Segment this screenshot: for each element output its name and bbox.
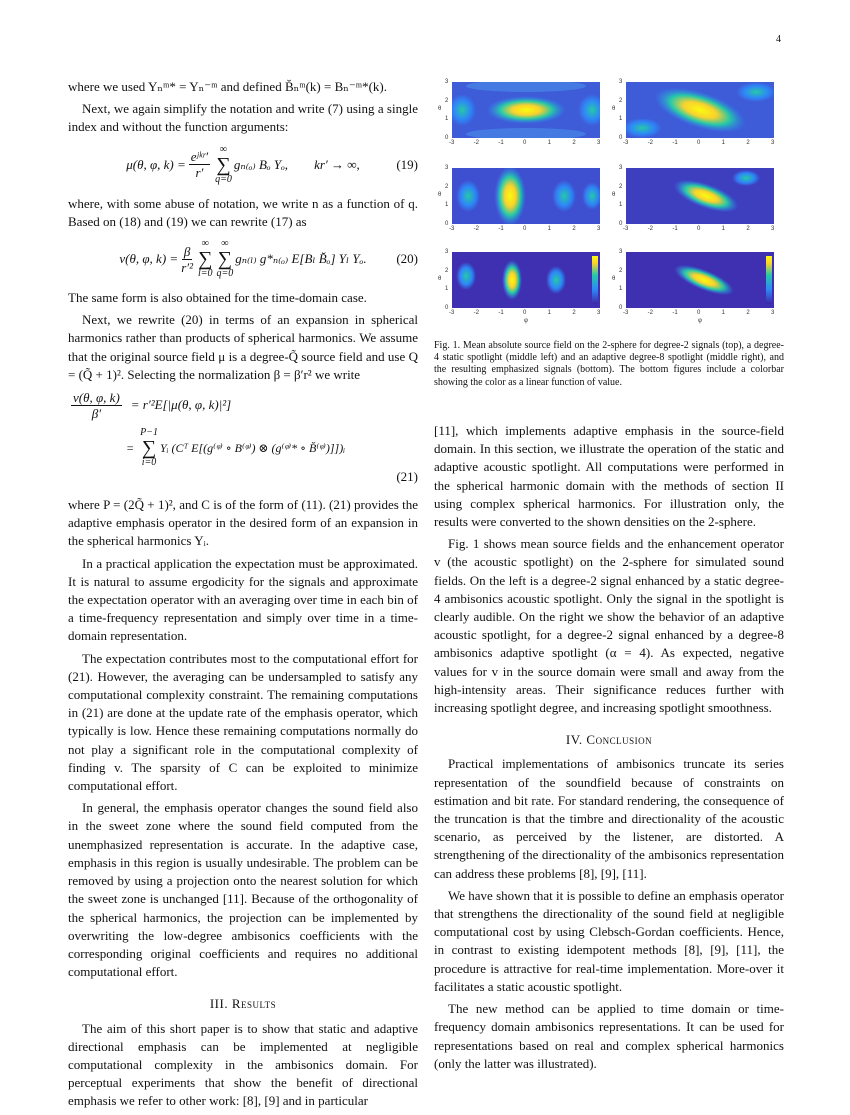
paragraph: In general, the emphasis operator changes the sound field also in the sweet zone where the sound field computed from the unemphasized representation is accurate. In the adaptive case, emphasis in this region is usually undesirable. The problem can be removed by using a projection onto the nearest solution for which the sweet zone is unchanged [11]. Because of the orthogonality of the spherical harmonics, the projection can be implemented by overwriting the low-degree ambisonics coefficients with the corresponding original coefficients and requires no additional computational effort.: [68, 800, 418, 980]
paragraph: where we used Yₙᵐ* = Yₙ⁻ᵐ and defined B̆ₙᵐ(k) = Bₙ⁻ᵐ*(k).: [68, 79, 388, 94]
x-tick-label: -3: [623, 310, 629, 316]
panel-top-right: [626, 82, 774, 138]
x-tick-label: 2: [572, 310, 576, 316]
x-tick-label: 1: [547, 140, 551, 146]
paragraph: where, with some abuse of notation, we write n as a function of q. Based on (18) and (19) we can rewrite (17) as: [68, 195, 418, 229]
y-tick-label: 3: [619, 165, 623, 171]
right-column: [434, 422, 784, 1077]
eq-body: gₙ₍ₒ₎ Bₒ Yₒ,: [233, 156, 289, 172]
paragraph: The expectation contributes most to the computational effort for (21). However, the averaging can be undersampled to satisfy any computational complexity constraint. The remaining computations in (21) are done at the update rate of the emphasis operator, which typically is low. Hence these remaining computations normally do not play a significant role in the computational complexity of finding v. The sparsity of C can be exploited to minimize computational effort.: [68, 650, 418, 794]
numerator: β: [183, 243, 191, 259]
x-tick-label: 0: [523, 140, 527, 146]
summation: ∞ ∑ q=0: [215, 143, 232, 185]
x-tick-label: -1: [672, 226, 678, 232]
x-tick-label: -2: [473, 310, 479, 316]
y-tick-label: 1: [619, 286, 623, 293]
x-tick-label: 3: [597, 226, 601, 232]
eq-condition: kr′ → ∞,: [314, 156, 360, 172]
paragraph: [11], which implements adaptive emphasis in the source-field domain. In this section, we illustrate the operation of the static and adaptive acoustic spotlight. All computations were performed in the spherical harmonic domain with the methods of section II using complex spherical harmonics. For illustration only, the results were converted to the shown densities on the 2-sphere.: [434, 423, 784, 530]
sum-upper: ∞: [201, 238, 209, 250]
x-tick-label: 3: [771, 140, 775, 146]
paragraph: The same form is also obtained for the time-domain case.: [68, 290, 367, 306]
sum-lower: i=0: [141, 457, 157, 469]
y-tick-label: 0: [619, 305, 623, 311]
paragraph: We have shown that it is possible to define an emphasis operator that strengthens the directionality of the sound field at negligible computational cost by using Clebsch-Gordan coefficients. Hence, in contrast to existing idempotent methods [8], [9], [11], the procedure is attractive for real-time implementation. More-over it facilitates a static acoustic spotlight.: [434, 887, 784, 994]
x-tick-label: 3: [597, 310, 601, 316]
y-tick-label: 2: [445, 183, 449, 190]
x-tick-label: 2: [746, 140, 750, 146]
figure-1: [438, 78, 784, 334]
sum-upper: P−1: [140, 427, 158, 439]
paragraph: The new method can be applied to time domain or time-frequency domain ambisonics representations. It can be used for representations based on real and complex spherical harmonics (only the latter was illustrated).: [434, 1001, 784, 1071]
equation-19: [68, 145, 418, 185]
x-tick-label: 3: [597, 140, 601, 146]
paragraph: Next, we again simplify the notation and write (7) using a single index and without the function arguments:: [68, 101, 418, 135]
x-tick-label: 0: [697, 226, 701, 232]
denominator: β′: [91, 406, 102, 422]
eq-rhs: Yᵢ (Cᵀ E[(g⁽ᵠ⁾ ∘ B⁽ᵠ⁾) ⊗ (g⁽ᵠ⁾* ∘ B̆⁽ᵠ⁾)]])ᵢ: [159, 440, 346, 455]
paragraph: where P = (2Q̃ + 1)², and C is of the form of (11). (21) provides the adaptive emphasis operator in the desired form of an expansion in the spherical harmonics Yᵢ.: [68, 497, 418, 549]
x-tick-label: -2: [647, 226, 653, 232]
y-tick-label: 2: [619, 267, 623, 274]
x-tick-label: -3: [449, 140, 455, 146]
x-tick-label: -1: [498, 140, 504, 146]
x-tick-label: -2: [647, 310, 653, 316]
x-tick-label: 2: [746, 310, 750, 316]
fraction: [71, 390, 122, 421]
page-number: 4: [776, 34, 781, 45]
summation: P−1 ∑ i=0: [140, 427, 158, 469]
x-tick-label: -1: [498, 226, 504, 232]
equation-number: (21): [396, 469, 418, 485]
x-tick-label: 1: [721, 226, 725, 232]
panel-top-left: [452, 82, 600, 138]
y-tick-label: 0: [619, 135, 623, 141]
paragraph: Next, we rewrite (20) in terms of an expansion in spherical harmonics rather than products of spherical harmonics. We assume that the original source field μ is a degree-Q̃ source field and use Q = (Q̃ + 1)². Selecting the normalization β = β′r² we write: [68, 312, 418, 382]
y-axis-label: θ: [612, 192, 616, 198]
y-tick-label: 1: [445, 202, 449, 209]
y-axis-label: θ: [612, 276, 616, 282]
x-tick-label: 1: [721, 140, 725, 146]
y-tick-label: 1: [619, 116, 623, 123]
y-tick-label: 3: [445, 165, 449, 171]
x-tick-label: 1: [721, 310, 725, 316]
equation-number: (19): [396, 156, 418, 172]
y-tick-label: 0: [619, 221, 623, 227]
denominator: r′: [195, 165, 204, 181]
section-heading: III. Results: [209, 996, 277, 1012]
panel-middle-right: [626, 168, 774, 224]
x-tick-label: -3: [623, 140, 629, 146]
numerator: eʲᵏʳ′: [190, 149, 209, 165]
eq-body: gₙ₍ₗ₎ g*ₙ₍ₒ₎ E[Bₗ B̆ₒ] Yₗ Yₒ.: [235, 250, 367, 266]
x-tick-label: -1: [498, 310, 504, 316]
y-axis-label: θ: [438, 106, 442, 112]
y-tick-label: 0: [445, 305, 449, 311]
x-tick-label: -1: [672, 140, 678, 146]
y-axis-label: θ: [612, 106, 616, 112]
x-tick-label: -3: [449, 226, 455, 232]
y-axis-label: θ: [438, 276, 442, 282]
x-tick-label: 3: [771, 310, 775, 316]
section-heading: IV. Conclusion: [565, 732, 653, 748]
equation-number: (20): [396, 250, 418, 266]
x-tick-label: -3: [623, 226, 629, 232]
y-tick-label: 3: [619, 249, 623, 255]
x-tick-label: -2: [647, 140, 653, 146]
x-tick-label: -3: [449, 310, 455, 316]
paragraph: Fig. 1 shows mean source fields and the enhancement operator v (the acoustic spotlight) on the 2-sphere for simulated sound fields. On the left is a degree-2 signal enhanced by a static degree-4 ambisonics acoustic spotlight. Only the signal in the spotlight is clearly audible. On the right we show the behavior of an adaptive acoustic spotlight, for a degree-2 signal enhanced by a degree-8 ambisonics adaptive spotlight (α = 4). As expected, negative values for v in the source domain were small and away from the high-intensity areas. Their significance reduces further with increasing spotlight degree, and increasing spotlight smoothness.: [434, 536, 784, 716]
paragraph: The aim of this short paper is to show that static and adaptive directional emphasis can be implemented at negligible computational complexity in the ambisonics domain. For perceptual experiments that show the benefit of directional emphasis we refer to other work: [8], [9] and in particular: [68, 1020, 418, 1109]
fraction: [181, 244, 193, 275]
x-axis-label: φ: [698, 318, 702, 324]
x-tick-label: 0: [697, 140, 701, 146]
sum-upper: ∞: [219, 143, 228, 155]
x-tick-label: 2: [572, 140, 576, 146]
y-tick-label: 2: [619, 97, 623, 104]
sum-lower: q=0: [216, 268, 234, 280]
paragraph: In a practical application the expectation must be approximated. It is natural to assume ergodicity for the signals and approximate the expectation operator with an averaging over time in each bin of a time-frequency representation and simply over time in a time-domain representation.: [68, 555, 418, 644]
x-tick-label: -1: [672, 310, 678, 316]
y-tick-label: 3: [619, 79, 623, 85]
paragraph: Practical implementations of ambisonics truncate its series representation of the soundfield because of constraints on estimation and bit rate. For standard rendering, the consequence of the truncation is that the timbre and directionality of the acoustic scenario, as perceived by the listener, are distorted. A strengthening of the directionality of the ambisonics representation can address these problems [8], [9], [11].: [434, 756, 784, 881]
y-tick-label: 1: [445, 116, 449, 123]
x-axis-label: φ: [524, 318, 528, 324]
y-tick-label: 3: [445, 249, 449, 255]
sum-lower: l=0: [198, 268, 213, 280]
equation-20: [68, 239, 418, 279]
panel-middle-left: [452, 168, 600, 224]
y-axis-label: θ: [438, 192, 442, 198]
numerator: v(θ, φ, k): [73, 390, 120, 406]
left-column: [68, 78, 418, 1115]
panel-bottom-right: [626, 252, 774, 308]
x-tick-label: 3: [771, 226, 775, 232]
figure-caption: Fig. 1. Mean absolute source field on the 2-sphere for degree-2 signals (top), a degree-4 static spotlight (middle left) and an adaptive degree-8 spotlight (middle right), and the resulting emphasized signals (bottom). The bottom figures include a colorbar showing the color as a linear function of value.: [434, 340, 784, 388]
y-tick-label: 0: [445, 221, 449, 227]
x-tick-label: 1: [547, 310, 551, 316]
x-tick-label: -2: [473, 226, 479, 232]
summation: ∞ ∑ l=0: [198, 238, 213, 280]
y-tick-label: 0: [445, 135, 449, 141]
y-tick-label: 2: [619, 183, 623, 190]
fraction: [189, 149, 210, 180]
equation-21: $\frac{v(\theta, \varphi, k)}{\beta'}$ = r′²E[|μ(θ, φ, k)|²] = P−1 ∑ i=0 Yᵢ (Cᵀ E[(g⁽ᵠ⁾ ∘ B⁽ᵠ⁾) ⊗ (g⁽ᵠ⁾* ∘ B̆⁽ᵠ⁾)]])ᵢ (21): [68, 390, 418, 486]
y-tick-label: 2: [445, 267, 449, 274]
sum-upper: ∞: [221, 238, 229, 250]
x-tick-label: 0: [697, 310, 701, 316]
panel-bottom-left: [452, 252, 600, 308]
y-tick-label: 3: [445, 79, 449, 85]
y-tick-label: 1: [619, 202, 623, 209]
x-tick-label: 2: [572, 226, 576, 232]
y-tick-label: 1: [445, 286, 449, 293]
y-tick-label: 2: [445, 97, 449, 104]
x-tick-label: 0: [523, 226, 527, 232]
x-tick-label: 0: [523, 310, 527, 316]
eq-rhs: = r′²E[|μ(θ, φ, k)|²]: [130, 397, 232, 413]
x-tick-label: -2: [473, 140, 479, 146]
x-tick-label: 2: [746, 226, 750, 232]
denominator: r′²: [181, 259, 193, 275]
summation: ∞ ∑ q=0: [216, 238, 234, 280]
eq-lhs: v(θ, φ, k) =: [119, 250, 179, 266]
colorbar: [592, 256, 598, 304]
colorbar: [766, 256, 772, 304]
sum-lower: q=0: [215, 173, 232, 185]
x-tick-label: 1: [547, 226, 551, 232]
eq-lhs: μ(θ, φ, k) =: [126, 156, 186, 172]
